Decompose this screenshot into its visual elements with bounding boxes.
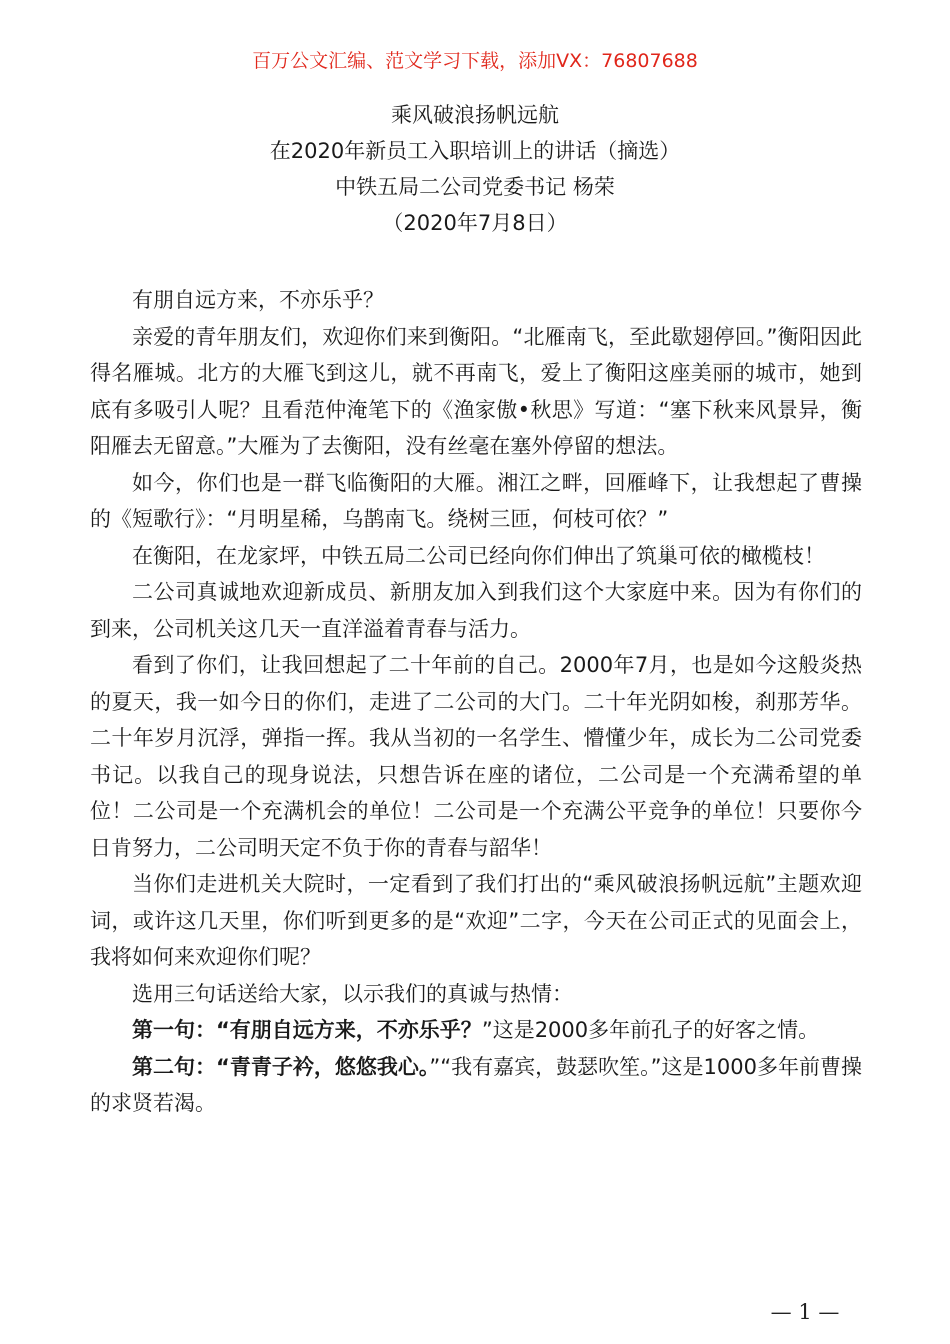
author-line: 中铁五局二公司党委书记 杨荣 [335,175,615,199]
title-block [0,97,950,241]
paragraph-bold-lead: 第一句：“有朋自远方来，不亦乐乎？ [132,1018,482,1042]
main-title: 乘风破浪扬帆远航 [391,103,559,127]
paragraph-bold-lead: 第二句：“青青子衿，悠悠我心。 [132,1054,430,1079]
watermark-banner: 百万公文汇编、范文学习下载，添加VX：76807688 [252,50,698,72]
body-text [90,282,862,1122]
page-number: — 1 — [770,1300,840,1324]
paragraph-rest: ”“我有嘉宾，鼓瑟吹笙。”这是1000多年前曹操的求贤若渴。 [90,1054,862,1115]
paragraph [90,1012,862,1049]
paragraph: 在衡阳，在龙家坪，中铁五局二公司已经向你们伸出了筑巢可依的橄榄枝！ [132,543,825,568]
paragraph: 看到了你们，让我回想起了二十年前的自己。2000年7月，也是如今这般炎热的夏天，我一如今日的你们，走进了二公司的大门。二十年光阴如梭，刹那芳华。二十年岁月沉浮，弹指一挥。我从当初的一名学生、懵懂少年，成长为二公司党委书记。以我自己的现身说法，只想告诉在座的诸位，二公司是一个充满希望的单位！二公司是一个充满机会的单位！二公司是一个充满公平竞争的单位！只要你今日肯努力，二公司明天定不负于你的青春与韶华！ [90,653,862,860]
paragraph: 如今，你们也是一群飞临衡阳的大雁。湘江之畔，回雁峰下，让我想起了曹操的《短歌行》：“月明星稀，乌鹊南飞。绕树三匝，何枝可依？” [90,470,862,531]
paragraph [90,1049,862,1122]
subtitle: 在2020年新员工入职培训上的讲话（摘选） [269,139,681,163]
paragraph-rest: ”这是2000多年前孔子的好客之情。 [481,1018,820,1042]
paragraph: 当你们走进机关大院时，一定看到了我们打出的“乘风破浪扬帆远航”主题欢迎词，或许这几天里，你们听到更多的是“欢迎”二字，今天在公司正式的见面会上，我将如何来欢迎你们呢？ [90,872,862,969]
paragraph: 亲爱的青年朋友们，欢迎你们来到衡阳。“北雁南飞，至此歇翅停回。”衡阳因此得名雁城。北方的大雁飞到这儿，就不再南飞，爱上了衡阳这座美丽的城市，她到底有多吸引人呢？且看范仲淹笔下的《渔家傲•秋思》写道：“塞下秋来风景异，衡阳雁去无留意。”大雁为了去衡阳，没有丝毫在塞外停留的想法。 [90,324,862,458]
paragraph: 选用三句话送给大家，以示我们的真诚与热情： [132,981,573,1006]
paragraph: 有朋自远方来，不亦乐乎？ [132,288,384,312]
paragraph: 二公司真诚地欢迎新成员、新朋友加入到我们这个大家庭中来。因为有你们的到来，公司机关这几天一直洋溢着青春与活力。 [90,580,862,641]
date-line: （2020年7月8日） [382,211,568,235]
